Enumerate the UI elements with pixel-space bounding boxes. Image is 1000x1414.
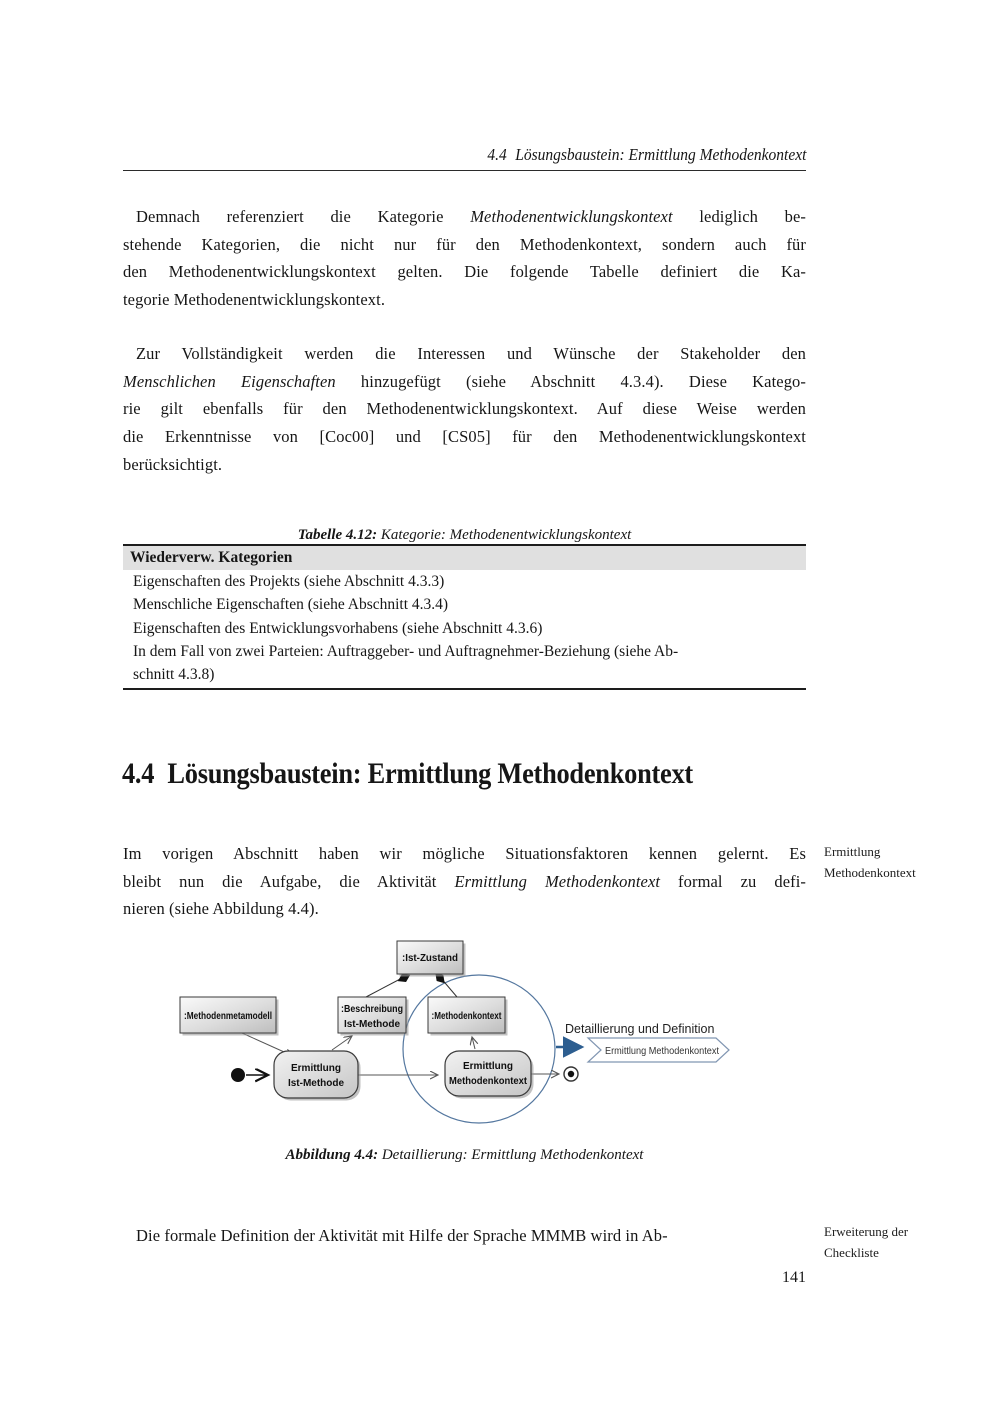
- margin-note-ermittlung-methodenkontext: [824, 841, 984, 883]
- figure-caption: [123, 1146, 806, 1165]
- paragraph-text: Im vorigen Abschnitt haben wir mögliche Situationsfaktoren kennen gelernt. Es: [123, 844, 806, 863]
- paragraph-text-italic: Ermittlung Methodenkontext: [454, 871, 661, 891]
- paragraph-3: [123, 840, 806, 923]
- figure-caption-label: Abbildung 4.4:: [285, 1147, 379, 1163]
- action-ermittlung-methodenkontext: [445, 1051, 531, 1096]
- header-rule: [123, 170, 806, 171]
- paragraph-text: Die formale Definition der Aktivität mit Hilfe der Sprache MMMB wird in Ab-: [136, 1226, 668, 1245]
- table-row: In dem Fall von zwei Parteien: Auftraggeber- und Auftragnehmer-Beziehung (siehe Ab-: [133, 642, 679, 660]
- edge-beschreibung-to-ist-zustand: [366, 977, 404, 997]
- paragraph-text-italic: Menschlichen Eigenschaften: [123, 371, 336, 391]
- running-header: [123, 145, 806, 165]
- table-header-row: Wiederverw. Kategorien: [123, 546, 806, 570]
- table-body: [123, 570, 806, 686]
- paragraph-text: berücksichtigt.: [123, 454, 223, 474]
- table-caption: [123, 526, 806, 545]
- section-number: 4.4: [122, 757, 155, 790]
- action-ermittlung-ist-label-1: Ermittlung: [291, 1063, 341, 1074]
- edge-ermittlung-mk-to-methodenkontext: [472, 1037, 475, 1049]
- margin-note-line: Checkliste: [824, 1245, 879, 1260]
- paragraph-text: stehende Kategorien, die nicht nur für den Methodenkontext, sondern auch für: [123, 234, 806, 254]
- section-heading: [122, 757, 842, 791]
- paragraph-2: [123, 340, 806, 478]
- paragraph-1: [123, 203, 806, 314]
- margin-note-erweiterung-checkliste: [824, 1221, 984, 1263]
- table-row: Menschliche Eigenschaften (siehe Abschnitt 4.3.4): [133, 596, 449, 614]
- paragraph-text: die Erkenntnisse von [Coc00] und [CS05] für den Methodenentwicklungskontext: [123, 427, 806, 447]
- paragraph-text: Demnach referenziert die Kategorie: [136, 207, 471, 226]
- margin-note-line: Erweiterung der: [824, 1224, 909, 1239]
- paragraph-text: den Methodenentwicklungskontext gelten. Die folgende Tabelle definiert die Ka-: [123, 262, 806, 282]
- object-node-methodenmetamodell-label: :Methodenmetamodell: [184, 1011, 273, 1022]
- table-caption-text: Kategorie: Methodenentwicklungskontext: [377, 527, 632, 543]
- page-number: 141: [782, 1269, 806, 1286]
- paragraph-4: [123, 1222, 806, 1250]
- final-node-dot: [568, 1071, 574, 1077]
- object-node-ist-zustand-label: :Ist-Zustand: [402, 953, 458, 964]
- initial-node: [231, 1068, 245, 1082]
- action-ermittlung-ist-methode: [274, 1051, 358, 1098]
- paragraph-text: tegorie Methodenentwicklungskontext.: [123, 290, 386, 310]
- running-header-number: 4.4: [486, 145, 507, 164]
- detail-flow-label: Detaillierung und Definition: [565, 1022, 715, 1036]
- margin-note-line: Ermittlung: [824, 844, 881, 859]
- object-node-beschreibung-label-2: Ist-Methode: [343, 1019, 401, 1030]
- paragraph-text: formal zu defi-: [660, 871, 806, 891]
- action-ermittlung-mk-label-2: Methodenkontext: [449, 1076, 528, 1087]
- paragraph-text: nieren (siehe Abbildung 4.4).: [123, 899, 319, 919]
- section-title: Lösungsbaustein: Ermittlung Methodenkontext: [167, 757, 693, 790]
- action-ermittlung-mk-label-1: Ermittlung: [463, 1061, 513, 1072]
- paragraph-text: rie gilt ebenfalls für den Methodenentwicklungskontext. Auf diese Weise werden: [123, 399, 806, 419]
- send-signal-chevron-label: Ermittlung Methodenkontext: [605, 1045, 720, 1057]
- table-caption-label: Tabelle 4.12:: [297, 527, 378, 543]
- paragraph-text-italic: Methodenentwicklungskontext: [470, 207, 673, 226]
- table-row: schnitt 4.3.8): [133, 666, 215, 684]
- object-node-methodenkontext-label: :Methodenkontext: [431, 1011, 503, 1022]
- figure-activity-diagram: [170, 928, 750, 1140]
- paragraph-text: bleibt nun die Aufgabe, die Aktivität: [123, 871, 455, 891]
- figure-caption-text: Detaillierung: Ermittlung Methodenkontext: [378, 1147, 644, 1163]
- paragraph-text: Zur Vollständigkeit werden die Interessen und Wünsche der Stakeholder den: [136, 344, 806, 363]
- table-row: Eigenschaften des Projekts (siehe Abschnitt 4.3.3): [133, 573, 445, 590]
- paragraph-text: hinzugefügt (siehe Abschnitt 4.3.4). Diese Katego-: [335, 371, 806, 391]
- edge-ermittlung-ist-to-beschreibung: [332, 1036, 352, 1050]
- object-node-beschreibung-label-1: :Beschreibung: [341, 1004, 403, 1015]
- action-ermittlung-ist-label-2: Ist-Methode: [287, 1078, 345, 1089]
- margin-note-line: Methodenkontext: [824, 865, 916, 880]
- table-bottom-rule: [123, 688, 806, 690]
- running-header-title: Lösungsbaustein: Ermittlung Methodenkontext: [514, 145, 806, 164]
- paragraph-text: lediglich be-: [672, 207, 806, 226]
- table-row: Eigenschaften des Entwicklungsvorhabens (siehe Abschnitt 4.3.6): [133, 619, 543, 637]
